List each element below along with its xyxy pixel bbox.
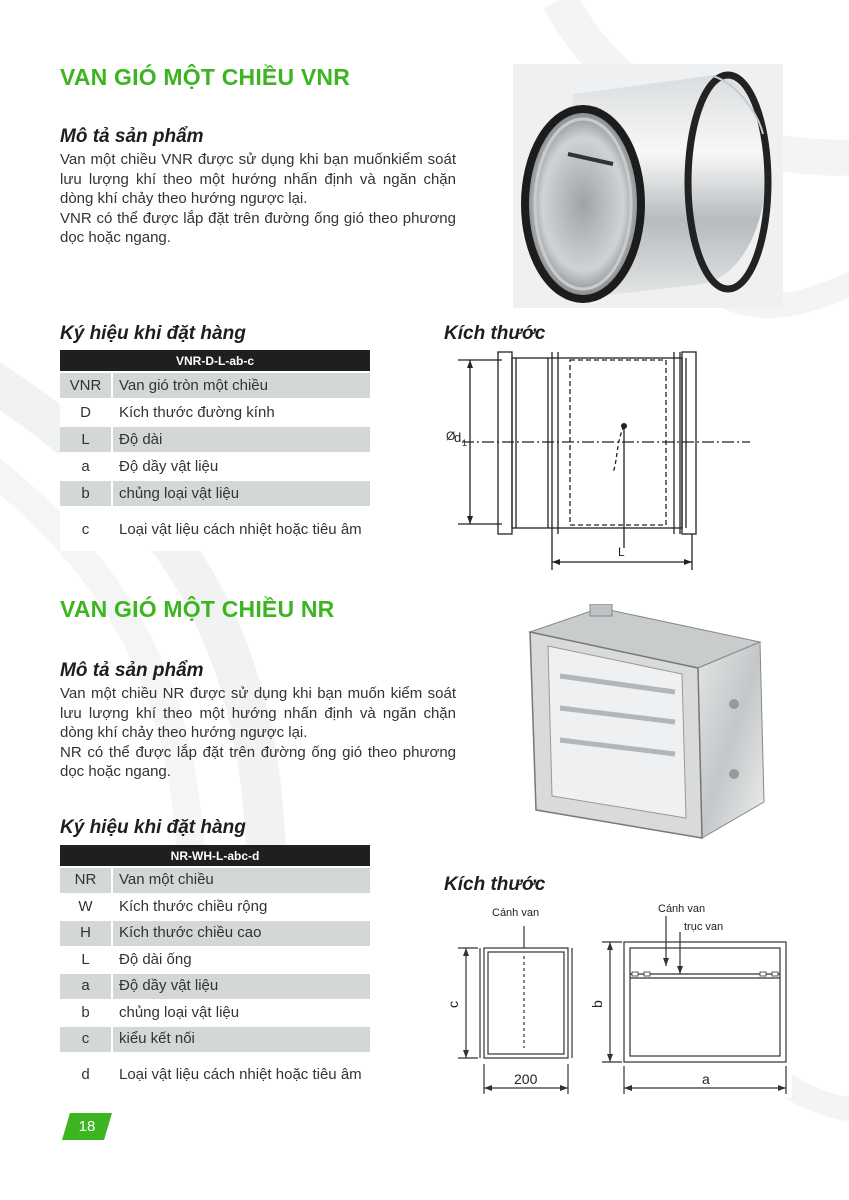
code-value: Độ dài ống: [112, 947, 370, 974]
section2-code-table: [60, 845, 370, 1097]
table-row: [60, 480, 370, 507]
dim-label-200: 200: [514, 1071, 538, 1087]
code-value: Van gió tròn một chiều: [112, 372, 370, 399]
label-canh-van-right: Cánh van: [658, 903, 706, 915]
code-value: Độ dầy vật liệu: [112, 973, 370, 1000]
section2-title: VAN GIÓ MỘT CHIỀU NR: [60, 596, 335, 622]
section2-desc-heading: Mô tả sản phẩm: [60, 660, 204, 681]
code-key: a: [60, 973, 112, 1000]
table-row: [60, 973, 370, 1000]
code-value: chủng loại vật liệu: [112, 480, 370, 507]
code-value: Độ dài: [112, 426, 370, 453]
code-key: c: [60, 1026, 112, 1053]
dim-label-d1-sub: 1: [462, 438, 468, 448]
table-row: [60, 1026, 370, 1053]
page-number: 18: [78, 1118, 96, 1135]
table-row: [60, 1000, 370, 1027]
code-key: b: [60, 1000, 112, 1027]
table-row: [60, 507, 370, 551]
vnr-dimension-drawing: [440, 348, 760, 578]
code-key: H: [60, 920, 112, 947]
table-row: [60, 453, 370, 480]
code-key: a: [60, 453, 112, 480]
code-value: Kích thước chiều rộng: [112, 894, 370, 921]
code-key: c: [60, 507, 112, 551]
code-key: W: [60, 894, 112, 921]
dim-label-b: b: [589, 1000, 605, 1008]
code-value: Loại vật liệu cách nhiệt hoặc tiêu âm: [112, 507, 370, 551]
code-value: kiểu kết nối: [112, 1026, 370, 1053]
section1-code-table: [60, 350, 370, 551]
section1-dim-heading: Kích thước: [444, 323, 546, 344]
code-key: b: [60, 480, 112, 507]
section1-desc-line-1: Van một chiều VNR được sử dụng khi bạn muốnkiểm soát lưu lượng khí theo một hướng nhấn định và ngăn chặn dòng khí chảy theo hướng ngược lại.: [60, 151, 456, 207]
section1-desc-heading: Mô tả sản phẩm: [60, 126, 204, 147]
table-row: [60, 947, 370, 974]
label-truc-van: trục van: [684, 921, 724, 933]
table-row: [60, 1053, 370, 1097]
code-value: chủng loại vật liệu: [112, 1000, 370, 1027]
dim-label-d1: d: [454, 430, 462, 445]
dim-label-l: L: [618, 545, 625, 559]
code-key: D: [60, 399, 112, 426]
code-key: d: [60, 1053, 112, 1097]
code-value: Kích thước đường kính: [112, 399, 370, 426]
section2-dim-heading: Kích thước: [444, 874, 546, 895]
dim-label-a: a: [702, 1071, 710, 1087]
section2-desc-line-1: Van một chiều NR được sử dụng khi bạn muốn kiểm soát lưu lượng khí theo một hướng nhấn định và ngăn chặn dòng khí chảy theo hướng ngược lại.: [60, 685, 456, 741]
nr-dimension-drawing: [444, 898, 792, 1098]
section1-title: VAN GIÓ MỘT CHIỀU VNR: [60, 64, 351, 90]
table-row: [60, 920, 370, 947]
section1-code-header: VNR-D-L-ab-c: [60, 350, 370, 372]
code-value: Độ dầy vật liệu: [112, 453, 370, 480]
section2-order-heading: Ký hiệu khi đặt hàng: [60, 817, 246, 838]
code-value: Loại vật liệu cách nhiệt hoặc tiêu âm: [112, 1053, 370, 1097]
section2-desc-line-2: NR có thể được lắp đặt trên đường ống gió theo phương dọc hoặc ngang.: [60, 743, 456, 780]
table-row: [60, 426, 370, 453]
table-row: [60, 399, 370, 426]
section1-desc-line-2: VNR có thể được lắp đặt trên đường ống gió theo phương dọc hoặc ngang.: [60, 209, 456, 246]
section2-description: [60, 684, 456, 782]
code-key: L: [60, 426, 112, 453]
page-number-badge: [62, 1113, 112, 1140]
code-value: Kích thước chiều cao: [112, 920, 370, 947]
table-row: [60, 867, 370, 894]
label-canh-van-left: Cánh van: [492, 907, 540, 919]
table-row: [60, 372, 370, 399]
code-key: VNR: [60, 372, 112, 399]
code-key: L: [60, 947, 112, 974]
code-key: NR: [60, 867, 112, 894]
section1-order-heading: Ký hiệu khi đặt hàng: [60, 323, 246, 344]
dim-label-c: c: [445, 1001, 461, 1008]
nr-product-photo: [520, 604, 780, 864]
section1-description: [60, 150, 456, 248]
code-value: Van một chiều: [112, 867, 370, 894]
section2-code-header: NR-WH-L-abc-d: [60, 845, 370, 867]
vnr-product-photo: [513, 64, 783, 308]
table-row: [60, 894, 370, 921]
dim-label-d1-symbol: Ø: [446, 429, 456, 443]
